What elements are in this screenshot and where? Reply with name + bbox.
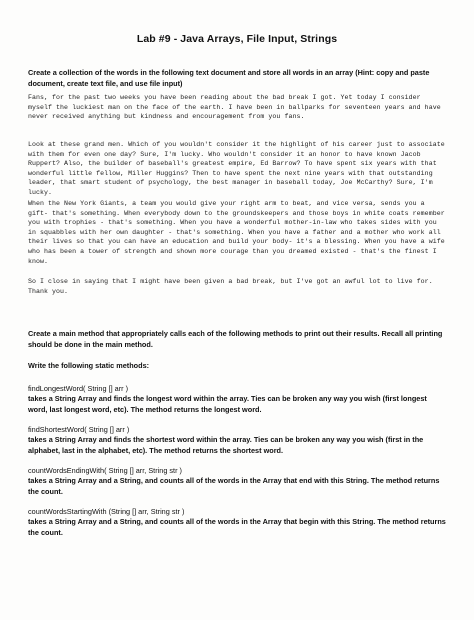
intro-instructions xyxy=(28,68,448,89)
method-countWordsEndingWith xyxy=(28,466,448,497)
speech-text: So I close in saying that I might have been given a bad break, but I've got an awful lot to live for. Thank you. xyxy=(28,278,433,295)
page-title: Lab #9 - Java Arrays, File Input, Strings xyxy=(136,33,338,45)
speech-paragraph-2 xyxy=(28,140,448,198)
speech-paragraph-3 xyxy=(28,199,448,266)
method-findLongestWord xyxy=(28,384,448,415)
speech-paragraph-4 xyxy=(28,277,448,296)
speech-text: Fans, for the past two weeks you have been reading about the bad break I got. Yet today I consider myself the luckiest man on the face of the earth. I have been in ballparks for seventeen years and have never received anything but kindness and encouragement from you fans. xyxy=(28,94,441,121)
method-signature: findLongestWord( String [] arr ) xyxy=(28,384,129,393)
intro-text: Create a collection of the words in the following text document and store all words in an array (Hint: copy and paste document, create text file, and use file input) xyxy=(28,68,430,88)
write-static-text: Write the following static methods: xyxy=(28,361,150,370)
method-description: takes a String Array and a String, and counts all of the words in the Array that begin with this String. The method returns the count. xyxy=(28,517,446,537)
speech-text: Look at these grand men. Which of you wouldn't consider it the highlight of his career just to associate with them for even one day? Sure, I'm lucky. Who wouldn't consider it an honor to have known Jacob Ruppert? Also, the builder of baseball's greatest empire, Ed Barrow? To have spent six years with that wonderful little fellow, Miller Huggins? Then to have spent the next nine years with that outstanding leader, that smart student of psychology, the best manager in baseball today, Joe McCarthy? Sure, I'm lucky. xyxy=(28,141,445,196)
main-instruction-text: Create a main method that appropriately calls each of the following methods to print out their results. Recall all printing should be done in the main method. xyxy=(28,329,443,349)
method-signature: countWordsEndingWith( String [] arr, String str ) xyxy=(28,466,182,475)
method-description: takes a String Array and finds the shortest word within the array. Ties can be broken any way you wish (first in the alphabet, last in the alphabet, etc). The method returns the shortest word. xyxy=(28,435,424,455)
static-methods-heading xyxy=(28,361,448,372)
speech-paragraph-1 xyxy=(28,93,448,122)
method-findShortestWord xyxy=(28,425,448,456)
method-countWordsStartingWith xyxy=(28,507,448,538)
method-signature: findShortestWord( String [] arr ) xyxy=(28,425,130,434)
speech-text: When the New York Giants, a team you would give your right arm to beat, and vice versa, sends you a gift- that's something. When everybody down to the groundskeepers and those boys in white coats remember you with trophies - that's something. When you have a wonderful mother-in-law who takes sides with you in squabbles with her own daughter - that's something. When you have a father and a mother who work all their lives so that you can have an education and build your body- it's a blessing. When you have a wife who has been a tower of strength and shown more courage than you dreamed existed - that's the finest I know. xyxy=(28,200,445,265)
method-description: takes a String Array and finds the longest word within the array. Ties can be broken any way you wish (first longest word, last longest word, etc). The method returns the longest word. xyxy=(28,394,427,414)
main-method-instructions xyxy=(28,329,448,350)
method-description: takes a String Array and a String, and counts all of the words in the Array that end with this String. The method returns the count. xyxy=(28,476,440,496)
method-signature: countWordsStartingWith (String [] arr, String str ) xyxy=(28,507,185,516)
